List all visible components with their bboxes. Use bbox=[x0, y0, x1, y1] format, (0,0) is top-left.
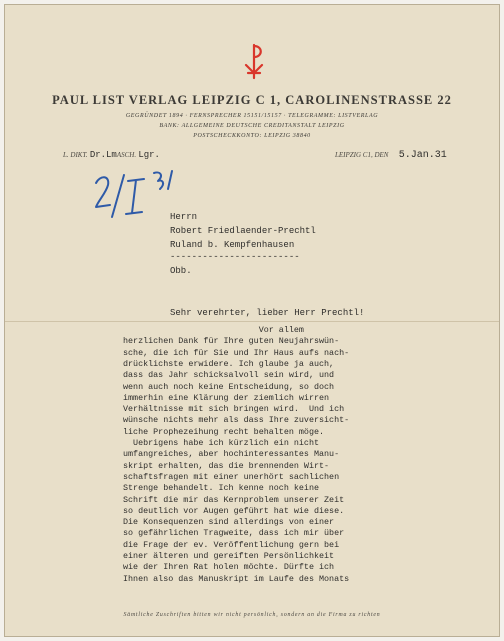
body-line: dass das Jahr schicksalvoll sein wird, und bbox=[123, 370, 335, 381]
body-line: herzlichen Dank für Ihre guten Neujahrswün- bbox=[123, 336, 340, 347]
body-line: Strenge behandelt. Ich kenne noch keine bbox=[123, 483, 320, 494]
dictation-reference bbox=[63, 149, 160, 160]
footer-note: Sämtliche Zuschriften bitten wir nicht persönlich, sondern an die Firma zu richten bbox=[123, 612, 381, 618]
body-line: die Frage der ev. Veröffentlichung gern bei bbox=[123, 539, 340, 550]
body-line: Schrift die mir das Kernproblem unserer Zeit bbox=[123, 494, 345, 505]
body-line: schaftsfragen mit einer unerhört sachlichen bbox=[123, 471, 340, 482]
body-line: Ihnen also das Manuskript im Laufe des Monats bbox=[123, 573, 350, 584]
letterhead-bank: BANK: ALLGEMEINE DEUTSCHE CREDITANSTALT LEIPZIG bbox=[159, 123, 345, 129]
letter-date: 5.Jan.31 bbox=[398, 150, 447, 161]
dikt-label: L. DIKT. bbox=[63, 151, 88, 159]
letterhead-title: PAUL LIST VERLAG LEIPZIG C 1, CAROLINENSTRASSE 22 bbox=[52, 93, 452, 107]
letter-page bbox=[4, 4, 500, 637]
address-rule: ------------------------ bbox=[170, 252, 300, 262]
place-label: LEIPZIG C1, DEN bbox=[335, 151, 389, 159]
recipient-region: Obb. bbox=[170, 266, 192, 276]
place-date bbox=[335, 149, 447, 161]
body-line: immerhin eine Klärung der ziemlich wirren bbox=[123, 392, 330, 403]
recipient-salutation: Herrn bbox=[170, 212, 198, 222]
body-line: liche Prophezeihung recht behalten möge. bbox=[123, 426, 325, 437]
letterhead-contact: GEGRÜNDET 1894 · FERNSPRECHER 15151/15157 · TELEGRAMME: LISTVERLAG bbox=[125, 113, 379, 119]
body-line: so gefährlichen Tragweite, dass ich mir über bbox=[123, 528, 345, 539]
body-line: wenn auch noch keine Entscheidung, so doch bbox=[123, 381, 335, 392]
body-line: einer älteren und gereiften Persönlichkeit bbox=[123, 551, 335, 561]
body-line: Die Konsequenzen sind allerdings von einer bbox=[123, 517, 335, 528]
body-line: sche, die ich für Sie und Ihr Haus aufs nach- bbox=[123, 347, 350, 358]
body-line: wie der Ihren Rat holen möchte. Dürfte ich bbox=[123, 562, 335, 573]
dikt-suffix: ASCH. bbox=[116, 151, 137, 159]
body-line: drücklichste erwidere. Ich glaube ja auch, bbox=[123, 358, 335, 369]
letterhead-postscheck: POSTSCHECKKONTO: LEIPZIG 38840 bbox=[193, 133, 311, 139]
fold-line bbox=[5, 321, 499, 322]
recipient-street: Ruland b. Kempfenhausen bbox=[170, 240, 295, 250]
body-line: Uebrigens habe ich kürzlich ein nicht bbox=[123, 438, 320, 448]
dikt-code: Lgr. bbox=[138, 150, 160, 160]
greeting: Sehr verehrter, lieber Herr Prechtl! bbox=[170, 308, 365, 318]
body-line: so deutlich vor Augen geführt hat wie diese. bbox=[123, 505, 345, 516]
body-line: Vor allem bbox=[123, 325, 304, 335]
body-line: wünsche nichts mehr als dass Ihre zuversicht- bbox=[123, 415, 350, 426]
body-line: umfangreiches, aber hochinteressantes Manu- bbox=[123, 449, 340, 460]
body-line: skript erhalten, das die brennenden Wirt- bbox=[123, 460, 330, 471]
dikt-value: Dr.Lm bbox=[89, 150, 117, 160]
body-line: Verhältnisse mit sich bringen wird. Und ich bbox=[123, 404, 345, 415]
recipient-name: Robert Friedlaender-Prechtl bbox=[170, 226, 316, 236]
publisher-logo-icon bbox=[241, 43, 271, 83]
